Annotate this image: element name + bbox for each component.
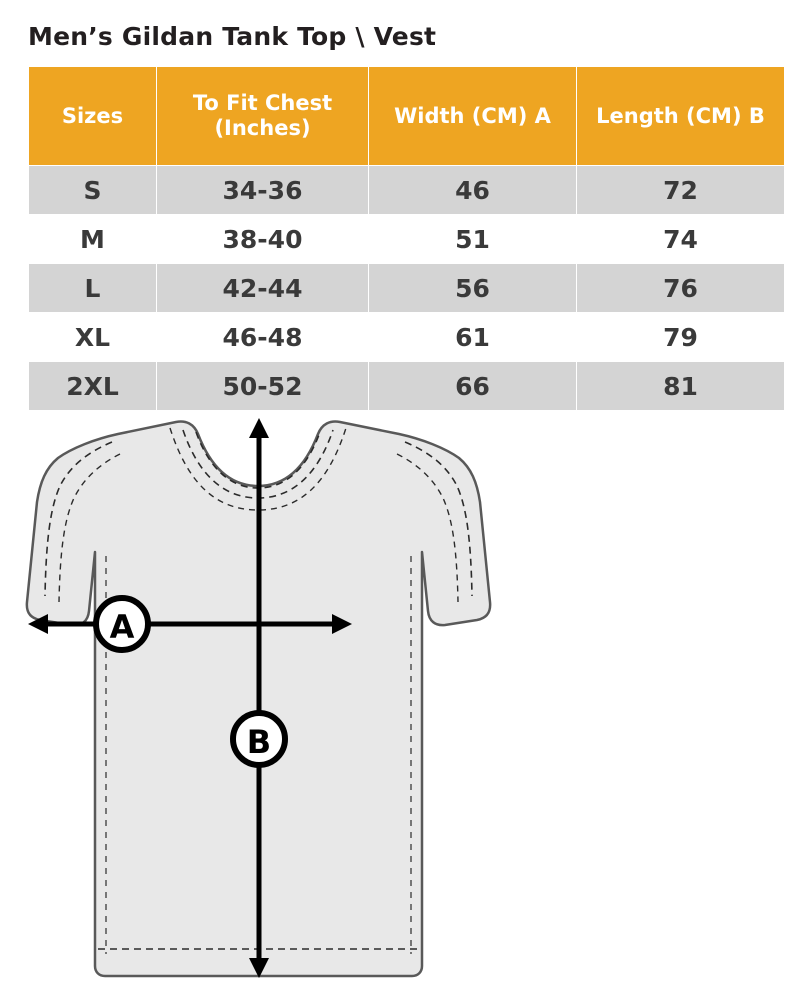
- page-title: Men’s Gildan Tank Top \ Vest: [28, 22, 437, 51]
- garment-diagram: [0, 406, 812, 1000]
- cell-chest: 46-48: [157, 313, 369, 362]
- cell-size: M: [29, 215, 157, 264]
- cell-chest: 38-40: [157, 215, 369, 264]
- cell-size: S: [29, 166, 157, 215]
- marker-b: [233, 713, 285, 765]
- marker-a-label: A: [109, 608, 135, 646]
- column-header-width: Width (CM) A: [369, 67, 577, 166]
- cell-length: 76: [577, 264, 785, 313]
- table-row: [29, 166, 785, 215]
- table-row: [29, 313, 785, 362]
- marker-a: [96, 598, 148, 650]
- column-header-length: Length (CM) B: [577, 67, 785, 166]
- table-row: [29, 362, 785, 411]
- cell-size: L: [29, 264, 157, 313]
- cell-length: 74: [577, 215, 785, 264]
- table-row: [29, 264, 785, 313]
- cell-chest: 50-52: [157, 362, 369, 411]
- cell-width: 61: [369, 313, 577, 362]
- cell-size: XL: [29, 313, 157, 362]
- cell-length: 81: [577, 362, 785, 411]
- cell-width: 51: [369, 215, 577, 264]
- table-header-row: [29, 67, 785, 166]
- cell-size: 2XL: [29, 362, 157, 411]
- marker-b-label: B: [246, 723, 272, 761]
- column-header-chest: To Fit Chest (Inches): [157, 67, 369, 166]
- cell-chest: 34-36: [157, 166, 369, 215]
- table-row: [29, 215, 785, 264]
- cell-length: 79: [577, 313, 785, 362]
- column-header-sizes: Sizes: [29, 67, 157, 166]
- cell-length: 72: [577, 166, 785, 215]
- cell-width: 46: [369, 166, 577, 215]
- size-chart-table: [28, 66, 785, 411]
- cell-chest: 42-44: [157, 264, 369, 313]
- cell-width: 66: [369, 362, 577, 411]
- cell-width: 56: [369, 264, 577, 313]
